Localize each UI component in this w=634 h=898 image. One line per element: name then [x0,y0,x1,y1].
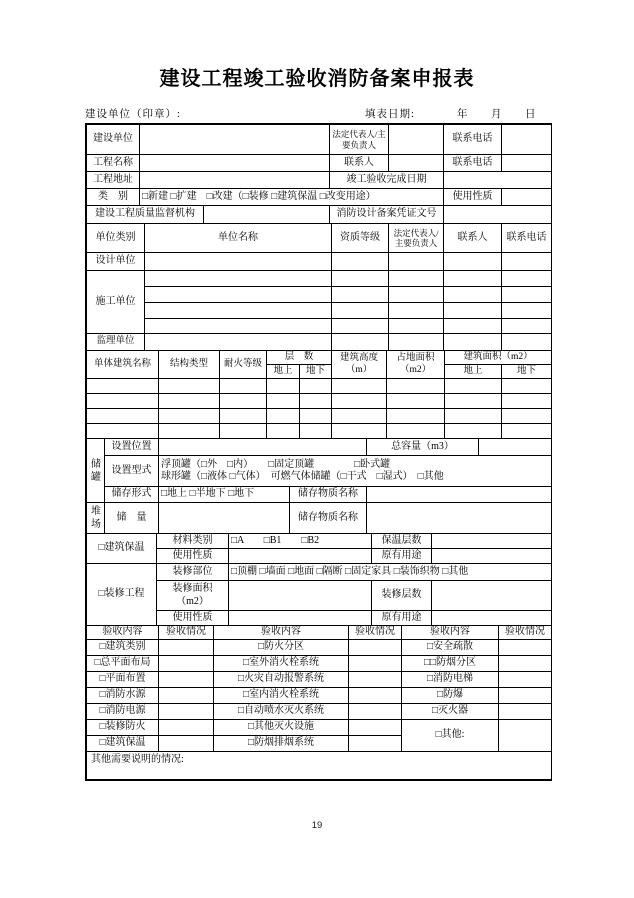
date-day-label: 日 [525,109,537,120]
acceptance-status-cell [499,719,552,751]
acceptance-item-checkbox: □灭火器 [402,703,499,719]
unit-category-header: 单位类别 [87,224,145,253]
below-ground-header: 地下 [300,365,332,379]
tank-type-checkbox-options [159,456,552,487]
blank-field [332,287,389,303]
usage-label: 使用性质 [444,189,502,206]
acceptance-status-cell [349,671,402,687]
construction-firm-label: 施工单位 [87,271,145,334]
unit-seal-label: 建设单位（印章）: [85,109,181,120]
category-label: 类 别 [87,189,140,206]
blank-field [159,379,220,394]
acceptance-status-cell [349,703,402,719]
blank-field [389,125,444,155]
acceptance-content-header: 验收内容 [214,626,349,640]
blank-field [502,287,552,303]
acceptance-status-cell [499,703,552,719]
blank-field [332,271,389,287]
acceptance-item-checkbox: □消防水源 [87,687,159,703]
blank-field [444,271,502,287]
blank-field [387,409,445,424]
acceptance-item-checkbox: □室内消火栓系统 [214,687,349,703]
acceptance-item-checkbox: □消防电梯 [402,671,499,687]
substance-name-label: 储存物质名称 [290,487,367,503]
blank-field [444,319,502,334]
blank-field [220,379,267,394]
page-number: 19 [311,820,323,831]
acceptance-status-cell [349,735,402,751]
acceptance-item-checkbox: □平面布置 [87,671,159,687]
acceptance-item-checkbox: □安全疏散 [402,639,499,655]
footprint-header: 占地面积（m2） [387,351,445,379]
acceptance-status-header: 验收情况 [159,626,214,640]
blank-field [502,125,552,155]
acceptance-item-checkbox: □防爆 [402,687,499,703]
blank-field [432,611,552,626]
blank-field [87,394,159,409]
acceptance-status-cell [159,655,214,671]
blank-field [332,303,389,319]
blank-field [389,334,444,351]
blank-field [389,155,444,172]
blank-field [502,319,552,334]
blank-field [389,287,444,303]
blank-field [367,503,552,534]
date-year-label: 年 [457,109,469,120]
yard-quantity-label: 储 量 [105,503,159,534]
acceptance-item-checkbox: □其他: [402,719,499,751]
blank-field [502,394,552,409]
decoration-part-checkbox-options: □顶棚 □墙面 □地面 □隔断 □固定家具 □装饰织物 □其他 [229,564,552,581]
blank-field [332,409,387,424]
blank-field [332,379,387,394]
decoration-group-checkbox: □装修工程 [87,564,157,626]
acceptance-item-checkbox: □装修防火 [87,719,159,735]
unit-name-header: 单位名称 [145,224,332,253]
form-table [85,123,552,781]
material-checkbox-options: □A □B1 □B2 [229,534,372,549]
blank-field [502,409,552,424]
acceptance-status-cell [499,671,552,687]
acceptance-status-cell [159,703,214,719]
blank-field [367,487,552,503]
construction-unit-label: 建设单位 [87,125,140,155]
blank-field [140,125,330,155]
blank-field [332,334,389,351]
acceptance-status-cell [499,639,552,655]
acceptance-status-cell [159,719,214,735]
acceptance-item-checkbox: □防烟排烟系统 [214,735,349,751]
supervision-unit-label: 监理单位 [87,334,145,351]
blank-field [267,409,300,424]
section-other-notes [86,751,552,780]
blank-field [300,394,332,409]
blank-field [220,394,267,409]
blank-field [444,206,552,224]
below-ground-header: 地下 [502,365,552,379]
insulation-layers-label: 保温层数 [372,534,432,549]
acceptance-status-cell [349,639,402,655]
blank-field [140,155,330,172]
blank-field [502,303,552,319]
phone-label: 联系电话 [444,155,502,172]
acceptance-item-checkbox: □自动喷水灭火系统 [214,703,349,719]
blank-field [444,287,502,303]
blank-field [145,287,332,303]
above-ground-header: 地上 [445,365,502,379]
building-name-header: 单体建筑名称 [87,351,159,379]
acceptance-status-cell [349,687,402,703]
blank-field [389,253,444,271]
blank-field [332,394,387,409]
blank-field [145,253,332,271]
project-name-label: 工程名称 [87,155,140,172]
preheader [85,106,550,121]
blank-field [389,271,444,287]
tank-type-label: 设置型式 [105,456,159,487]
material-category-label: 材料类别 [157,534,229,549]
acceptance-status-cell [159,671,214,687]
contact-label: 联系人 [330,155,389,172]
blank-field [445,409,502,424]
completion-date-label: 竣工验收完成日期 [330,172,444,189]
decoration-part-label: 装修部位 [157,564,229,581]
legal-rep-header: 法定代表人/主要负责人 [389,224,444,253]
contact-header: 联系人 [444,224,502,253]
blank-field [444,172,552,189]
category-checkbox-options: □新建 □扩建 □改建（□装修 □建筑保温 □改变用途） [140,189,444,206]
tank-group-label: 储罐 [87,439,105,503]
blank-field [87,379,159,394]
storage-form-label: 储存形式 [105,487,159,503]
blank-field [432,581,552,611]
acceptance-status-cell [159,687,214,703]
fill-date-label: 填表日期: [365,109,415,120]
other-notes-label: 其他需要说明的情况: [87,751,552,779]
acceptance-item-checkbox: □其他灭火设施 [214,719,349,735]
blank-field [389,303,444,319]
acceptance-status-cell [349,655,402,671]
blank-field [332,253,389,271]
blank-field [145,319,332,334]
acceptance-item-checkbox: □室外消火栓系统 [214,655,349,671]
blank-field [267,424,300,439]
blank-field [502,155,552,172]
acceptance-content-header: 验收内容 [402,626,499,640]
section-units [86,223,552,351]
blank-field [389,319,444,334]
storage-form-checkbox-options: □地上 □半地下 □地下 [159,487,290,503]
acceptance-status-header: 验收情况 [349,626,402,640]
acceptance-status-cell [349,719,402,735]
blank-field [204,206,330,224]
tank-position-label: 设置位置 [105,439,159,456]
section-buildings [86,350,552,439]
original-use-label: 原有用途 [372,549,432,564]
blank-field [332,424,387,439]
blank-field [445,379,502,394]
acceptance-content-header: 验收内容 [87,626,159,640]
blank-field [445,424,502,439]
blank-field [267,394,300,409]
blank-field [444,334,502,351]
fire-design-doc-label: 消防设计备案凭证文号 [330,206,444,224]
section-insulation-decoration [86,533,552,626]
blank-field [444,303,502,319]
building-height-header: 建筑高度（m） [332,351,387,379]
section-project-info [86,124,552,224]
blank-field [502,271,552,287]
blank-field [229,549,372,564]
page-title: 建设工程竣工验收消防备案申报表 [159,68,475,90]
blank-field [444,253,502,271]
blank-field [159,439,367,456]
acceptance-item-checkbox: □总平面布局 [87,655,159,671]
acceptance-item-checkbox: □建筑保温 [87,735,159,751]
usage-label: 使用性质 [157,549,229,564]
section-tank-yard [86,438,552,534]
blank-field [145,271,332,287]
blank-field [387,379,445,394]
blank-field [502,424,552,439]
acceptance-status-cell [159,639,214,655]
floors-header: 层 数 [267,351,332,365]
legal-rep-label: 法定代表人/主要负责人 [330,125,389,155]
blank-field [432,549,552,564]
blank-field [332,319,389,334]
acceptance-item-checkbox: □消防电源 [87,703,159,719]
blank-field [267,379,300,394]
blank-field [387,424,445,439]
acceptance-status-cell [499,687,552,703]
decoration-layers-label: 装修层数 [372,581,432,611]
blank-field [87,424,159,439]
structure-type-header: 结构类型 [159,351,220,379]
acceptance-item-checkbox: □□防烟分区 [402,655,499,671]
acceptance-item-checkbox: □建筑类别 [87,639,159,655]
phone-label: 联系电话 [444,125,502,155]
acceptance-item-checkbox: □火灾自动报警系统 [214,671,349,687]
blank-field [220,424,267,439]
acceptance-status-cell [499,655,552,671]
section-acceptance [86,625,552,752]
floor-area-header: 建筑面积（m2） [445,351,552,365]
acceptance-status-cell [159,735,214,751]
tank-capacity-label: 总容量（m3） [367,439,479,456]
decoration-area-label: 装修面积（m2） [157,581,229,611]
insulation-group-checkbox: □建筑保温 [87,534,157,564]
original-use-label: 原有用途 [372,611,432,626]
tank-type-line2: 球形罐（□液体 □气体） 可燃气体储罐（□干式 □湿式） □其他 [161,471,444,482]
tank-type-line1: 浮顶罐（□外 □内） □固定顶罐 □卧式罐 [161,458,391,470]
blank-field [502,253,552,271]
design-unit-label: 设计单位 [87,253,145,271]
blank-field [502,379,552,394]
blank-field [300,409,332,424]
acceptance-item-checkbox: □防火分区 [214,639,349,655]
blank-field [300,424,332,439]
blank-field [229,611,372,626]
blank-field [87,409,159,424]
blank-field [159,409,220,424]
blank-field [145,334,332,351]
fire-resistance-header: 耐火等级 [220,351,267,379]
blank-field [229,581,372,611]
blank-field [159,503,290,534]
phone-header: 联系电话 [502,224,552,253]
blank-field [159,394,220,409]
above-ground-header: 地上 [267,365,300,379]
substance-name-label: 储存物质名称 [290,503,367,534]
usage-label: 使用性质 [157,611,229,626]
blank-field [445,394,502,409]
blank-field [387,394,445,409]
blank-field [145,303,332,319]
blank-field [479,439,552,456]
project-address-label: 工程地址 [87,172,140,189]
blank-field [159,424,220,439]
blank-field [502,189,552,206]
blank-field [502,334,552,351]
date-month-label: 月 [491,109,503,120]
acceptance-status-header: 验收情况 [499,626,552,640]
quality-agency-label: 建设工程质量监督机构 [87,206,204,224]
yard-group-label: 堆场 [87,503,105,534]
blank-field [140,172,330,189]
qualification-header: 资质等级 [332,224,389,253]
blank-field [300,379,332,394]
blank-field [220,409,267,424]
blank-field [432,534,552,549]
